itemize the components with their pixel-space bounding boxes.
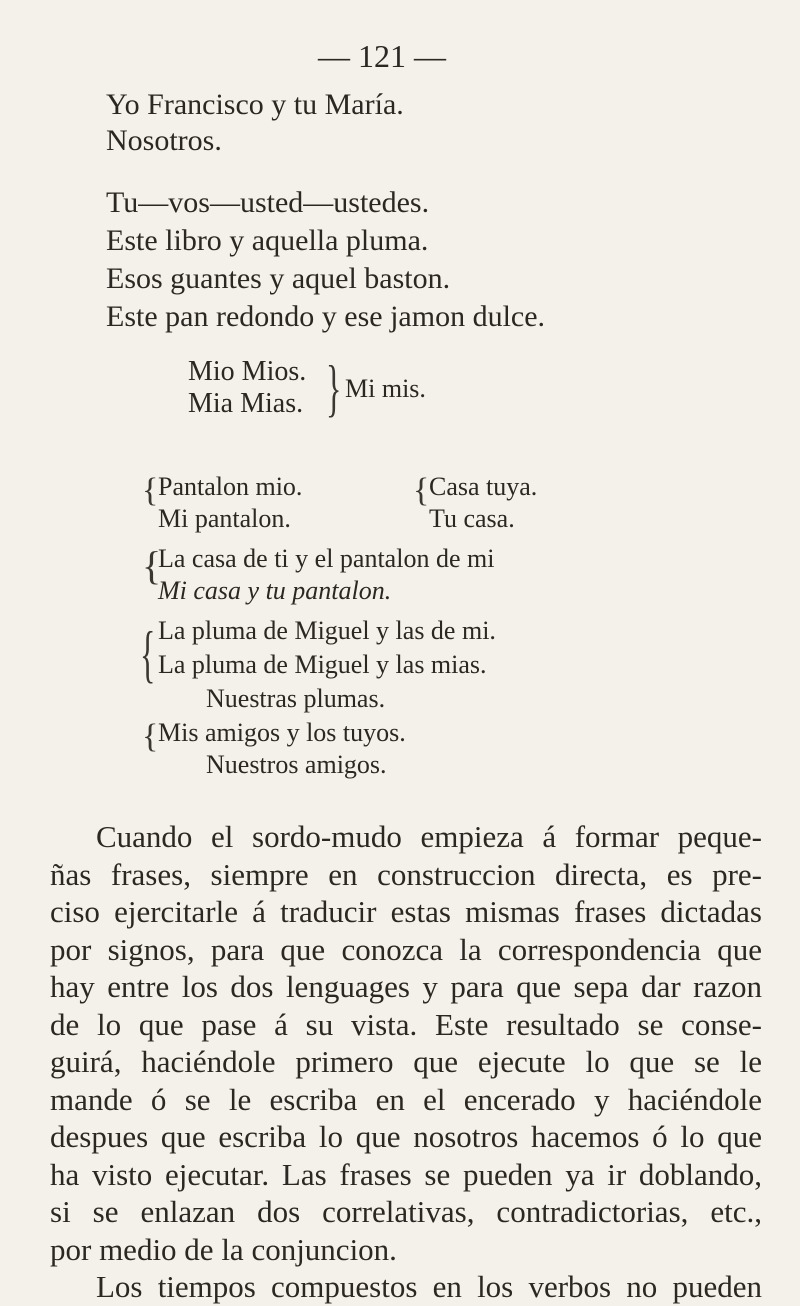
line-yo-francisco: Yo Francisco y tu María.: [106, 88, 404, 121]
brace-group-1: {: [142, 543, 162, 588]
possessive-mia: Mia Mias.: [188, 388, 304, 419]
group1-line2: Mi casa y tu pantalon.: [158, 576, 392, 605]
mi-pantalon: Mi pantalon.: [158, 504, 291, 533]
group2-line2: La pluma de Miguel y las mias.: [158, 650, 487, 679]
line-este-libro: Este libro y aquella pluma.: [106, 224, 429, 257]
para-line: despues que escriba lo que nosotros hacemos ó lo que: [50, 1119, 762, 1154]
line-nosotros: Nosotros.: [106, 124, 222, 157]
para-line: mande ó se le escriba en el encerado y haciéndole: [50, 1081, 762, 1117]
group3-line2: Nuestros amigos.: [206, 750, 387, 779]
page-number: — 121 —: [318, 38, 446, 74]
para-line: Los tiempos compuestos en los verbos no pueden: [96, 1269, 762, 1304]
possessive-mi: Mi mis.: [345, 374, 426, 403]
group2-line3: Nuestras plumas.: [206, 684, 386, 713]
line-tu-vos: Tu—vos—usted—ustedes.: [106, 186, 430, 219]
pantalon-mio: Pantalon mio.: [158, 472, 303, 501]
casa-tuya-text: Casa tuya.: [429, 472, 538, 501]
brace-group-3: {: [142, 718, 159, 755]
para-line: por medio de la conjuncion.: [50, 1231, 397, 1267]
para-line: ñas frases, siempre en construccion directa, es pre-: [50, 856, 762, 892]
para-line: guirá, haciéndole primero que ejecute lo que se le: [50, 1044, 762, 1079]
para-line: Cuando el sordo-mudo empieza á formar peque-: [96, 819, 762, 854]
para-line: por signos, para que conozca la correspondencia que: [50, 931, 762, 967]
casa-tuya: [429, 474, 537, 500]
tu-casa: Tu casa.: [429, 504, 515, 533]
group2-line1: La pluma de Miguel y las de mi.: [158, 616, 496, 645]
line-esos-guantes: Esos guantes y aquel baston.: [106, 262, 451, 295]
brace-casa: {: [413, 472, 430, 509]
para-line: de lo que pase á su vista. Este resultado se conse-: [50, 1006, 762, 1042]
group1-line1: La casa de ti y el pantalon de mi: [158, 544, 495, 573]
para-line: ciso ejercitarle á traducir estas mismas frases dictadas: [50, 894, 762, 929]
para-line: si se enlazan dos correlativas, contradictorias, etc.,: [50, 1194, 762, 1229]
para-line: hay entre los dos lenguages y para que sepa dar razon: [50, 969, 762, 1004]
possessive-mio: Mio Mios.: [188, 356, 307, 387]
line-este-pan: Este pan redondo y ese jamon dulce.: [106, 300, 546, 333]
possessive-brace: }: [326, 352, 342, 423]
group3-line1: Mis amigos y los tuyos.: [158, 718, 406, 747]
brace-group-2: {: [140, 618, 156, 689]
para-line: ha visto ejecutar. Las frases se pueden ya ir doblando,: [50, 1156, 762, 1192]
body-paragraph: [50, 818, 762, 1306]
brace-pantalon: {: [142, 472, 159, 509]
